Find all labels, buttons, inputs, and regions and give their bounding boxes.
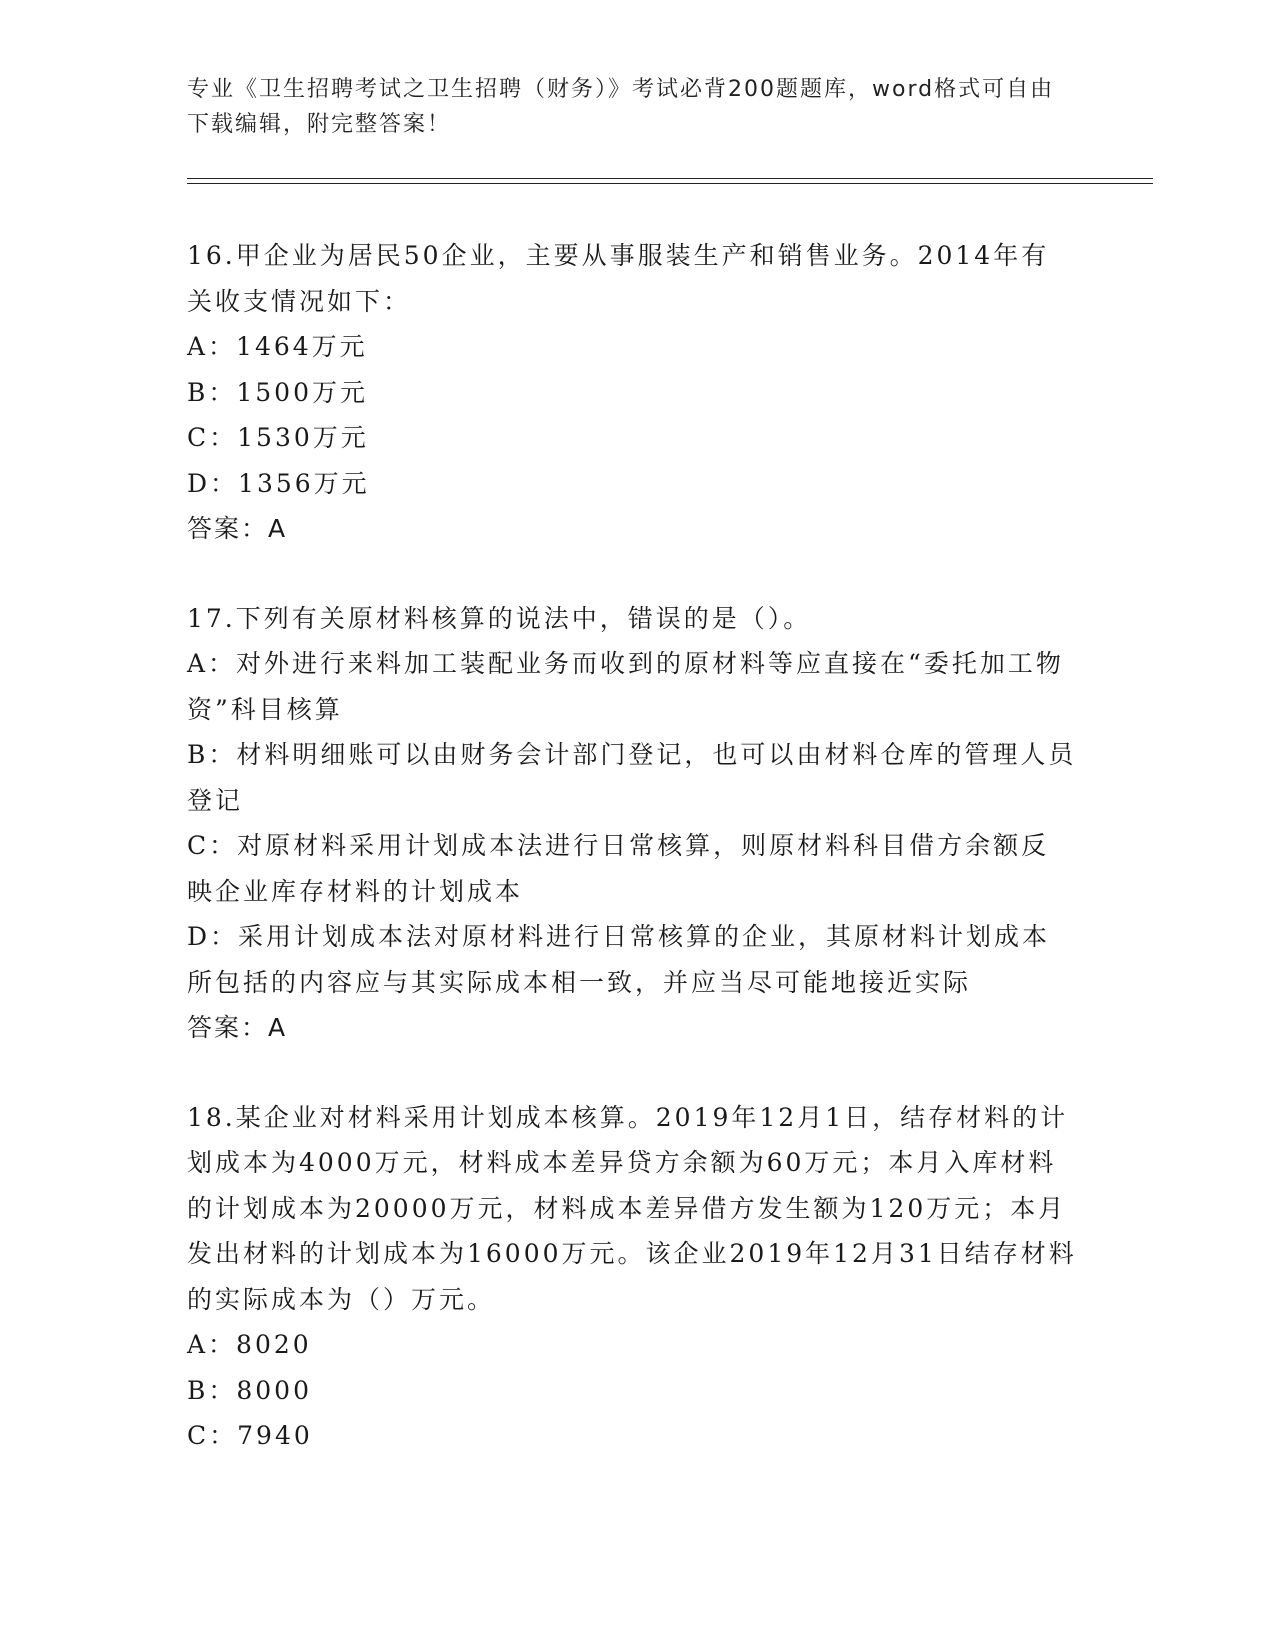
- option-b: B：材料明细账可以由财务会计部门登记，也可以由材料仓库的管理人员登记: [187, 740, 1077, 815]
- option-c: C：1530万元: [187, 423, 369, 452]
- question-18: [187, 1095, 1077, 1459]
- answer-label: 答案：A: [187, 514, 288, 543]
- option-d: D：采用计划成本法对原材料进行日常核算的企业，其原材料计划成本所包括的内容应与其实际成本相一致，并应当尽可能地接近实际: [187, 922, 1051, 997]
- option-b: B：8000: [187, 1375, 312, 1405]
- question-stem: 17.下列有关原材料核算的说法中，错误的是（）。: [187, 603, 812, 633]
- document-header-intro: 专业《卫生招聘考试之卫生招聘（财务）》考试必背200题题库，word格式可自由下载编辑，附完整答案！: [187, 77, 1055, 137]
- answer-label: 答案：A: [187, 1013, 288, 1042]
- question-stem: 16.甲企业为居民50企业，主要从事服装生产和销售业务。2014年有关收支情况如下：: [187, 241, 1050, 316]
- option-d: D：1356万元: [187, 468, 370, 498]
- question-list: [187, 233, 1077, 1459]
- header-divider-top: [187, 178, 1153, 179]
- question-17: [187, 596, 1077, 1051]
- header-divider-bottom: [187, 183, 1153, 184]
- option-b: B：1500万元: [187, 377, 368, 407]
- question-stem: 18.某企业对材料采用计划成本核算。2019年12月1日，结存材料的计划成本为4000万元，材料成本差异贷方余额为60万元；本月入库材料的计划成本为20000万元，材料成本差异借方发生额为120万元；本月发出材料的计划成本为16000万元。该企业2019年12月31日结存材料的实际成本为（）万元。: [187, 1102, 1077, 1314]
- option-c: C：7940: [187, 1421, 313, 1450]
- option-a: A：对外进行来料加工装配业务而收到的原材料等应直接在“委托加工物资”科目核算: [187, 649, 1064, 724]
- option-c: C：对原材料采用计划成本法进行日常核算，则原材料科目借方余额反映企业库存材料的计划成本: [187, 831, 1050, 906]
- option-a: A：1464万元: [187, 332, 368, 361]
- option-a: A：8020: [187, 1330, 312, 1359]
- question-16: [187, 233, 1077, 552]
